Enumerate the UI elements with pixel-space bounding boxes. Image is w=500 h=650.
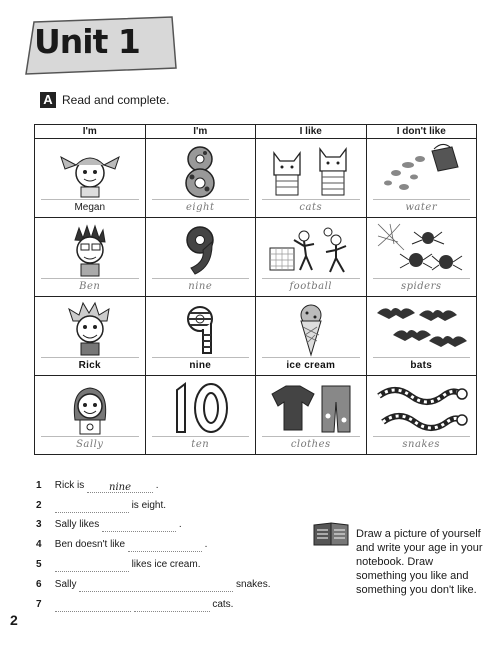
- table-cell: [367, 297, 477, 375]
- header-i-dont-like: I don't like: [366, 125, 477, 139]
- question-text: is eight.: [131, 500, 167, 511]
- question-5: [36, 558, 200, 572]
- snakes-icon: [373, 380, 469, 436]
- cell-label: football: [262, 278, 360, 294]
- header-im-2: I'm: [145, 125, 256, 139]
- clothes-icon: [266, 380, 356, 436]
- cell-label: bats: [373, 357, 471, 373]
- cell-label: clothes: [262, 436, 360, 452]
- header-im-1: I'm: [35, 125, 146, 139]
- cell-label: eight: [152, 199, 250, 215]
- table-cell: [146, 139, 256, 217]
- table-cell: [367, 376, 477, 454]
- question-number: 6: [36, 579, 42, 590]
- question-7: [36, 598, 233, 612]
- table-cell: [35, 218, 145, 296]
- question-3: [36, 518, 182, 532]
- table-cell: [367, 139, 477, 217]
- question-text: .: [155, 480, 159, 491]
- cell-label: Megan: [41, 199, 139, 215]
- number-nine-icon: [175, 222, 225, 278]
- question-text: Ben doesn't like: [54, 539, 126, 550]
- notebook-instruction: Draw a picture of yourself and write your age in your notebook. Draw something you like and something you don't like.: [356, 528, 483, 596]
- number-nine-striped-icon: [175, 301, 225, 357]
- answer-blank[interactable]: [55, 560, 129, 572]
- bats-icon: [373, 301, 469, 357]
- table-cell: [367, 218, 477, 296]
- cell-label: ten: [152, 436, 250, 452]
- cats-icon: [266, 143, 356, 199]
- table-cell: [35, 297, 145, 375]
- number-ten-icon: [165, 380, 235, 436]
- number-eight-icon: [175, 143, 225, 199]
- question-6: [36, 578, 271, 592]
- cell-label: Sally: [41, 436, 139, 452]
- table-cell: [256, 218, 366, 296]
- question-text: Sally likes: [54, 519, 100, 530]
- question-1: [36, 479, 159, 493]
- ice-cream-icon: [281, 301, 341, 357]
- answer-blank[interactable]: [102, 520, 176, 532]
- girl-sally-icon: [55, 380, 125, 436]
- cell-label: snakes: [373, 436, 471, 452]
- cell-label: water: [373, 199, 471, 215]
- cell-label: spiders: [373, 278, 471, 294]
- question-number: 7: [36, 599, 42, 610]
- question-number: 4: [36, 539, 42, 550]
- boy-rick-icon: [55, 301, 125, 357]
- cell-label: Ben: [41, 278, 139, 294]
- spiders-icon: [376, 222, 466, 278]
- question-text: .: [204, 539, 208, 550]
- question-text: likes ice cream.: [131, 559, 201, 570]
- question-text: Rick is: [54, 480, 85, 491]
- question-text: .: [178, 519, 182, 530]
- answer-blank[interactable]: [134, 600, 210, 612]
- cell-label: ice cream: [262, 357, 360, 373]
- question-number: 1: [36, 480, 42, 491]
- question-number: 3: [36, 519, 42, 530]
- question-text: Sally: [54, 579, 77, 590]
- section-heading: [40, 92, 169, 108]
- question-text: cats.: [212, 599, 234, 610]
- question-text: snakes.: [236, 579, 271, 590]
- page-number: 2: [10, 612, 18, 628]
- answer-blank[interactable]: [55, 600, 131, 612]
- question-number: 5: [36, 559, 42, 570]
- header-i-like: I like: [256, 125, 367, 139]
- section-letter: A: [40, 92, 56, 108]
- table-cell: [256, 297, 366, 375]
- cell-label: cats: [262, 199, 360, 215]
- answer-blank[interactable]: [128, 540, 202, 552]
- question-4: [36, 538, 207, 552]
- unit-title: Unit 1: [34, 22, 140, 61]
- cell-label: nine: [152, 278, 250, 294]
- table-cell: [146, 218, 256, 296]
- table-cell: [35, 139, 145, 217]
- table-cell: [35, 376, 145, 454]
- table-cell: [256, 376, 366, 454]
- answer-blank[interactable]: [79, 580, 233, 592]
- answer-blank[interactable]: [55, 501, 129, 513]
- table-cell: [146, 297, 256, 375]
- section-instruction: Read and complete.: [62, 93, 170, 107]
- cell-label: Rick: [41, 357, 139, 373]
- boy-ben-icon: [55, 222, 125, 278]
- picture-table: [34, 124, 477, 455]
- football-players-icon: [266, 222, 356, 278]
- cell-label: nine: [152, 357, 250, 373]
- notebook-icon: [312, 521, 350, 552]
- girl-megan-icon: [55, 143, 125, 199]
- water-bucket-icon: [376, 143, 466, 199]
- question-number: 2: [36, 500, 42, 511]
- table-cell: [256, 139, 366, 217]
- table-cell: [146, 376, 256, 454]
- question-2: [36, 499, 166, 513]
- answer-blank[interactable]: nine: [87, 481, 153, 493]
